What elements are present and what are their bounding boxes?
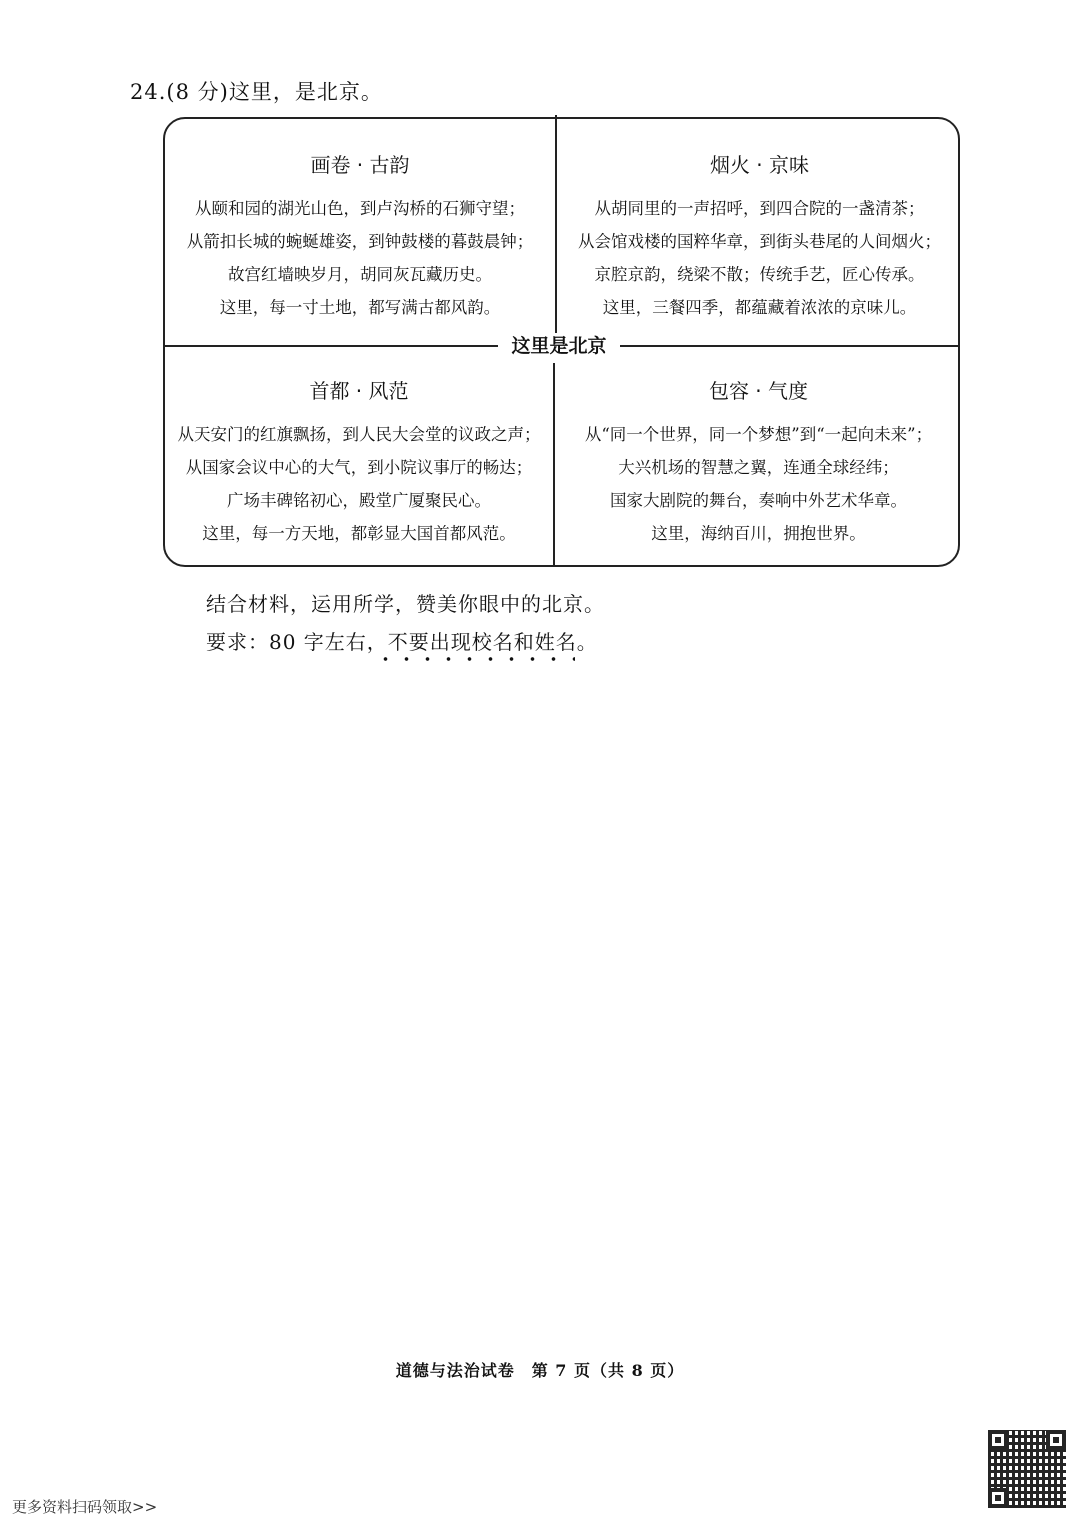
panel-line: 广场丰碑铭初心，殿堂广厦聚民心。: [227, 491, 491, 510]
panel-line: 从“同一个世界，同一个梦想”到“一起向未来”；: [584, 425, 933, 444]
panel-line: 这里，每一方天地，都彰显大国首都风范。: [202, 524, 516, 543]
panel-line: 京腔京韵，绕梁不散；传统手艺，匠心传承。: [594, 265, 925, 284]
instruction-task: 结合材料，运用所学，赞美你眼中的北京。: [206, 592, 605, 616]
panel-line: 从天安门的红旗飘扬，到人民大会堂的议政之声；: [177, 425, 541, 444]
panel-line: 从胡同里的一声招呼，到四合院的一盏清茶；: [594, 199, 925, 218]
panel-title: 烟火 · 京味: [709, 153, 810, 177]
qr-finder: [988, 1430, 1008, 1450]
panel-fireworks-flavor: [557, 149, 962, 324]
panel-line: 大兴机场的智慧之翼，连通全球经纬；: [618, 458, 899, 477]
qr-finder: [988, 1488, 1008, 1508]
bottom-note: 更多资料扫码领取>>: [12, 1498, 158, 1516]
panel-line: 从国家会议中心的大气，到小院议事厅的畅达；: [185, 458, 533, 477]
panel-scroll-ancient: [165, 149, 555, 324]
material-box: [163, 117, 960, 567]
panel-line: 国家大剧院的舞台，奏响中外艺术华章。: [610, 491, 907, 510]
emphasis-dots: [375, 656, 575, 662]
panel-title: 包容 · 气度: [708, 379, 809, 403]
panel-inclusive-grace: [555, 375, 962, 550]
panel-capital-style: [165, 375, 553, 550]
question-title: 24.(8 分)这里，是北京。: [130, 80, 383, 104]
panel-title: 首都 · 风范: [309, 379, 409, 403]
page-footer: 道德与法治试卷 第 7 页（共 8 页）: [395, 1361, 685, 1380]
panel-line: 从箭扣长城的蜿蜒雄姿，到钟鼓楼的暮鼓晨钟；: [186, 232, 534, 251]
divider-horizontal-left: [165, 345, 498, 347]
panel-line: 故宫红墙映岁月，胡同灰瓦藏历史。: [228, 265, 492, 284]
panel-line: 这里，三餐四季，都蕴藏着浓浓的京味儿。: [602, 298, 917, 317]
qr-finder: [1046, 1430, 1066, 1450]
qr-code-icon[interactable]: [988, 1430, 1066, 1508]
instruction-requirement: 要求：80 字左右，不要出现校名和姓名。: [206, 630, 598, 654]
panel-line: 从会馆戏楼的国粹华章，到街头巷尾的人间烟火；: [578, 232, 941, 251]
center-title: 这里是北京: [511, 335, 607, 357]
divider-horizontal-right: [620, 345, 960, 347]
panel-line: 这里，每一寸土地，都写满古都风韵。: [219, 298, 501, 317]
panel-line: 这里，海纳百川，拥抱世界。: [651, 524, 866, 543]
panel-line: 从颐和园的湖光山色，到卢沟桥的石狮守望；: [195, 199, 525, 218]
panel-title: 画卷 · 古韵: [310, 153, 410, 177]
